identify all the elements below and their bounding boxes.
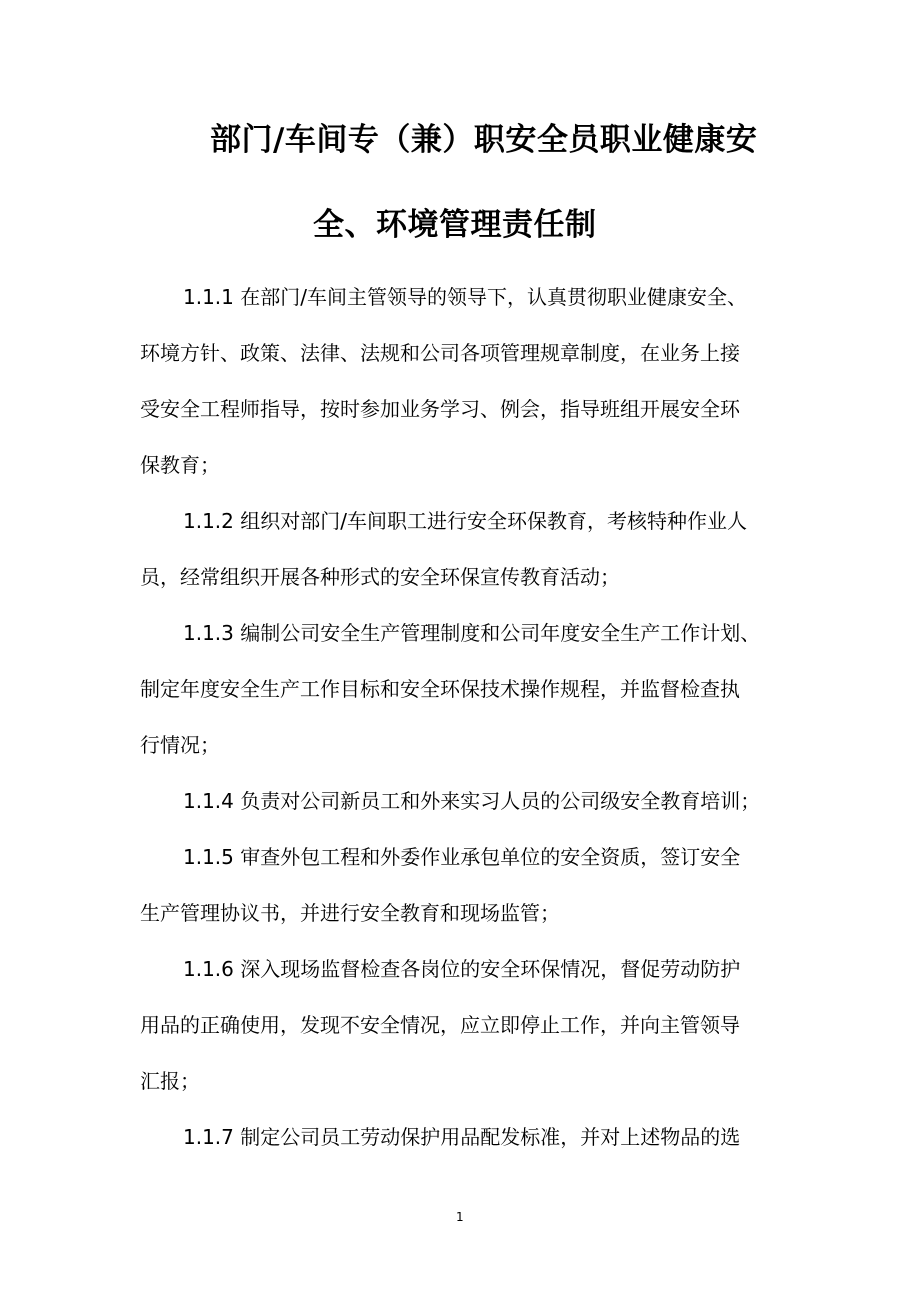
paragraph-line: 制定年度安全生产工作目标和安全环保技术操作规程，并监督检查执 [140,677,740,701]
paragraph-line: 保教育； [140,453,220,477]
paragraph-line: 1.1.7 制定公司员工劳动保护用品配发标准，并对上述物品的选 [183,1125,741,1149]
paragraph-line: 生产管理协议书，并进行安全教育和现场监管； [140,901,560,925]
paragraph-line: 行情况； [140,733,220,757]
paragraph-line: 环境方针、政策、法律、法规和公司各项管理规章制度，在业务上接 [140,341,740,365]
paragraph-line: 用品的正确使用，发现不安全情况，应立即停止工作，并向主管领导 [140,1013,740,1037]
paragraph-line: 1.1.6 深入现场监督检查各岗位的安全环保情况，督促劳动防护 [183,957,741,981]
paragraph-line: 1.1.4 负责对公司新员工和外来实习人员的公司级安全教育培训； [183,789,761,813]
paragraph-line: 1.1.5 审查外包工程和外委作业承包单位的安全资质，签订安全 [183,845,741,869]
paragraph-line: 员，经常组织开展各种形式的安全环保宣传教育活动； [140,565,620,589]
page-number: 1 [456,1210,464,1224]
paragraph-line: 1.1.2 组织对部门/车间职工进行安全环保教育，考核特种作业人 [183,509,747,533]
paragraph-line: 1.1.3 编制公司安全生产管理制度和公司年度安全生产工作计划、 [183,621,761,645]
paragraph-line: 1.1.1 在部门/车间主管领导的领导下，认真贯彻职业健康安全、 [183,285,747,309]
document-title-line-1: 部门/车间专（兼）职安全员职业健康安 [210,122,758,158]
paragraph-line: 汇报； [140,1069,200,1093]
paragraph-line: 受安全工程师指导，按时参加业务学习、例会，指导班组开展安全环 [140,397,740,421]
document-title-line-2: 全、环境管理责任制 [313,207,597,243]
